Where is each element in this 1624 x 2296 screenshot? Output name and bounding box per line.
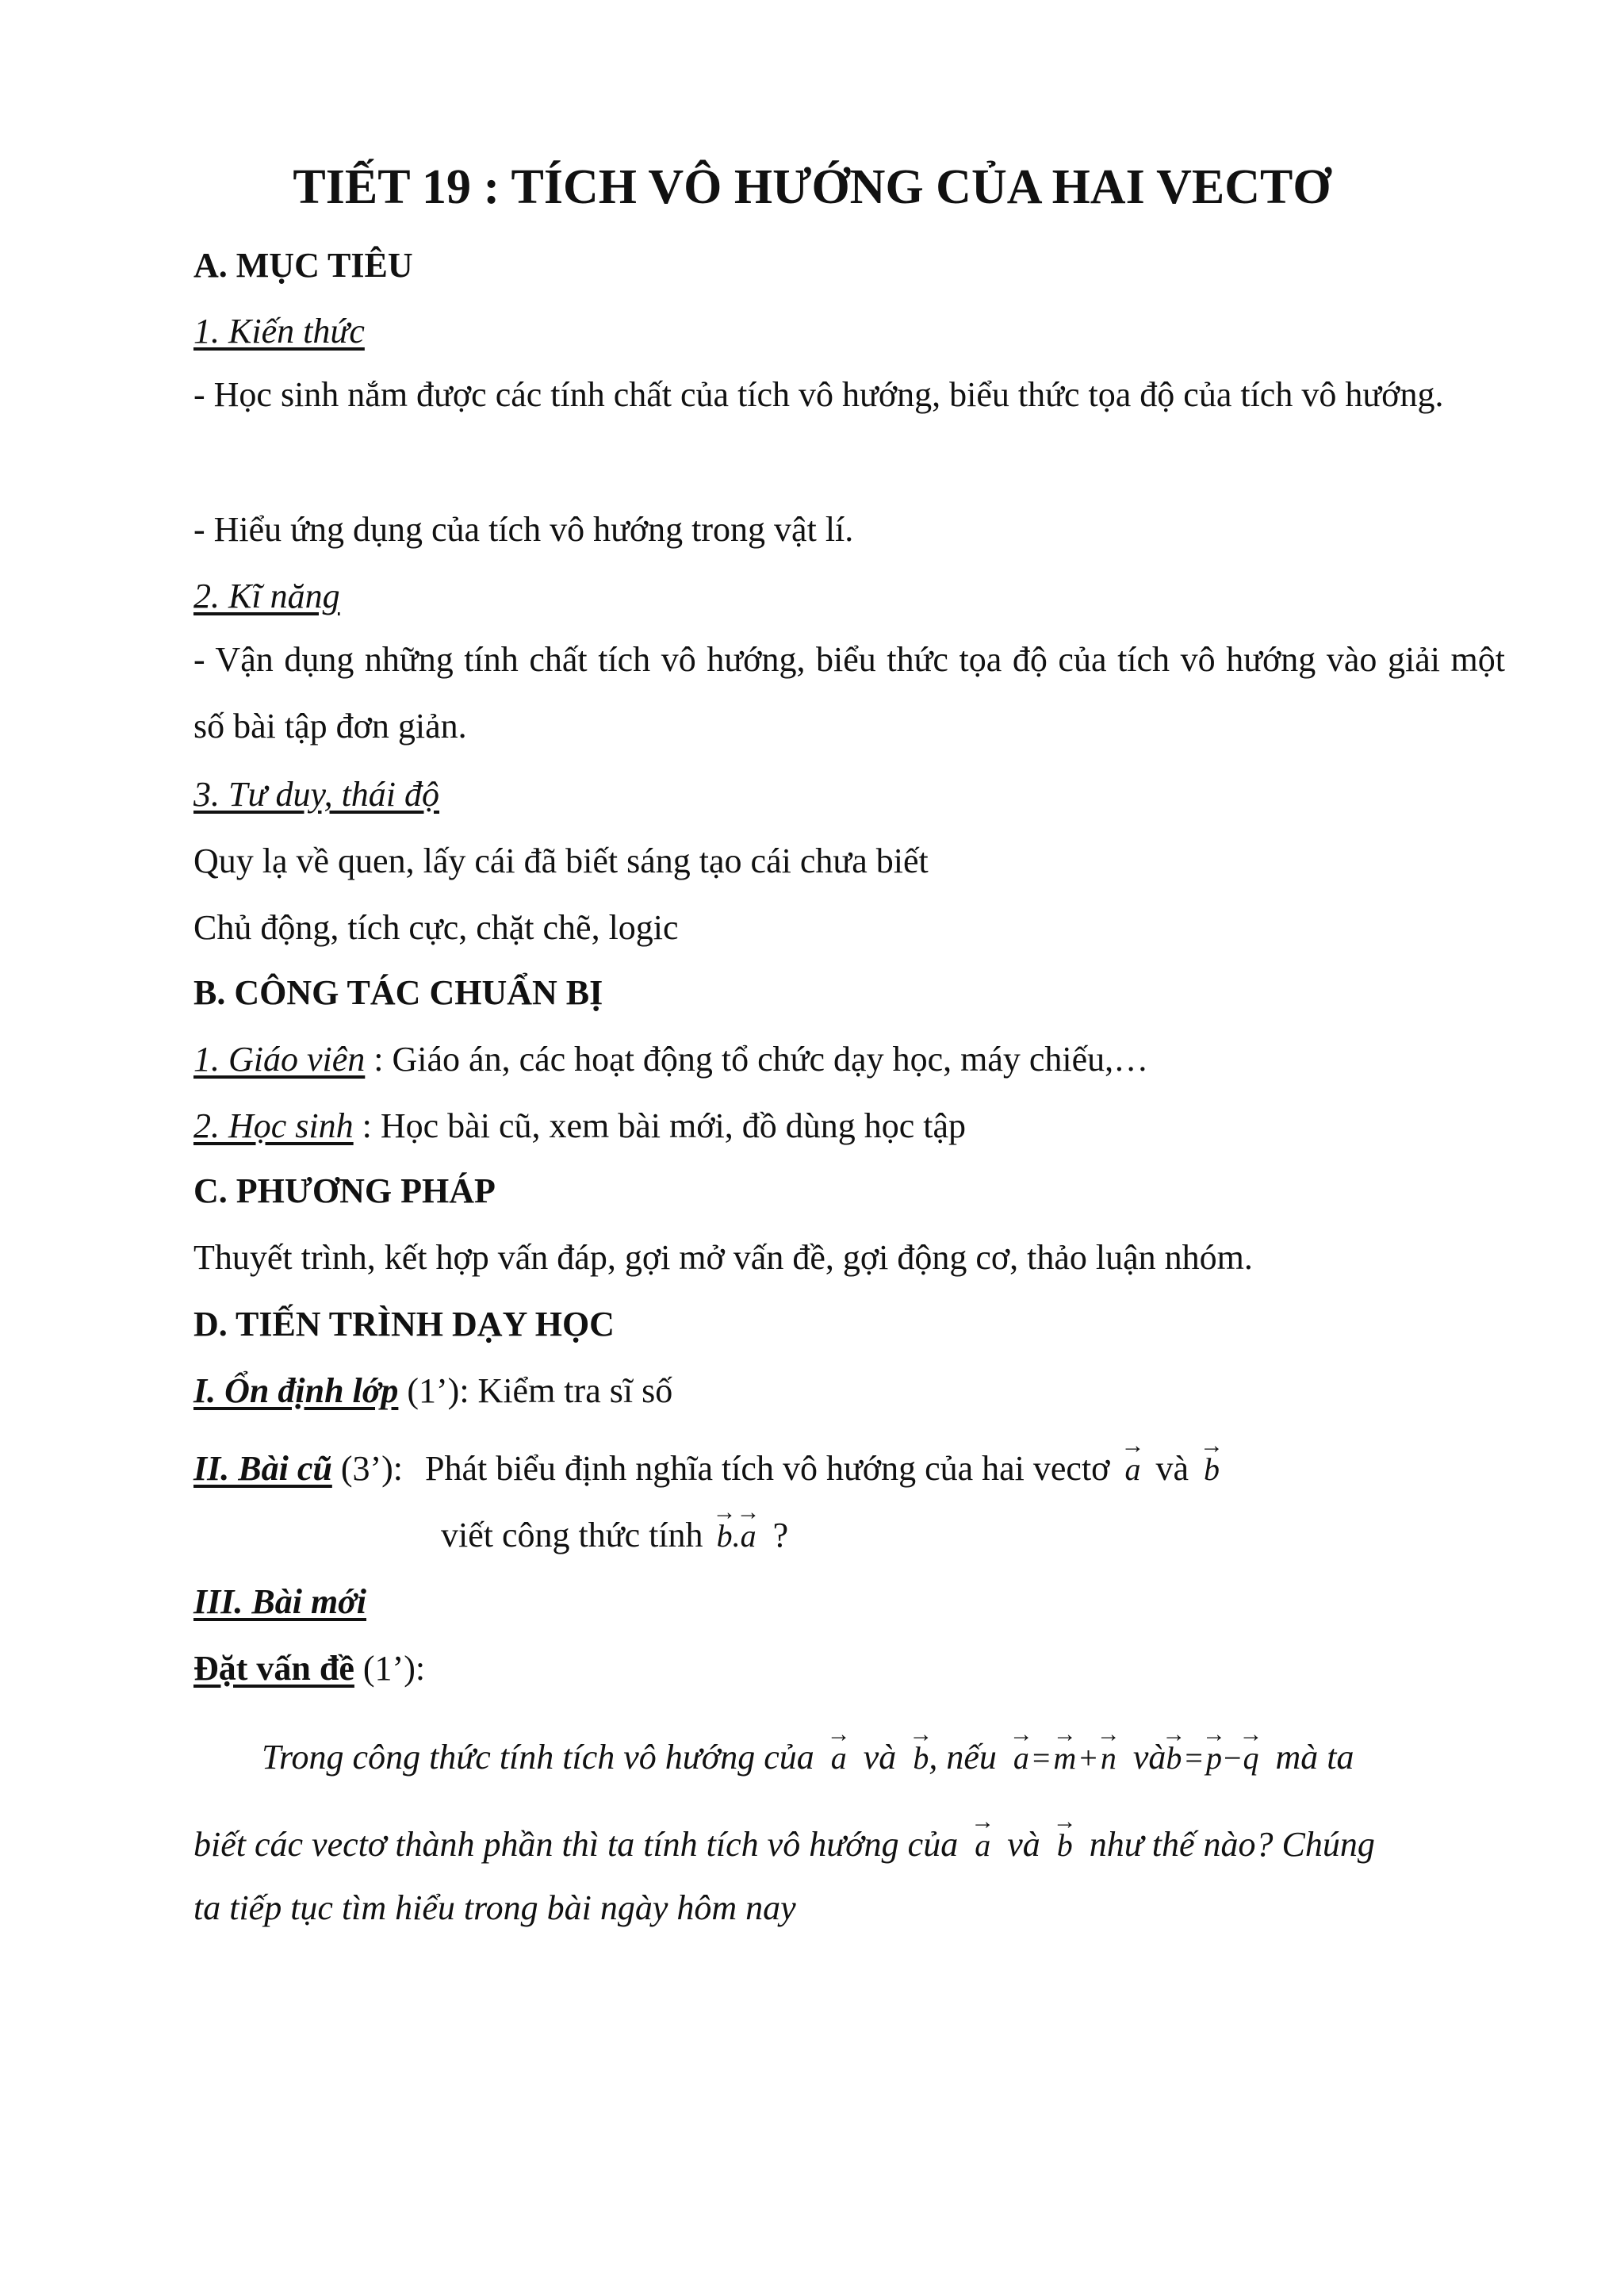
giao-vien-label: 1. Giáo viên [193, 1040, 366, 1079]
bai-cu-and: và [1155, 1449, 1189, 1488]
dot-symbol: . [732, 1518, 741, 1554]
vector-n: → n [1101, 1734, 1116, 1782]
giao-vien-text: : Giáo án, các hoạt động tổ chức dạy học, máy chiếu,… [365, 1040, 1149, 1079]
dat-van-de-line [193, 1645, 1505, 1692]
para1-text-if: , nếu [929, 1738, 997, 1777]
para2-text-a: biết các vectơ thành phần thì ta tính tích vô hướng của [193, 1825, 959, 1864]
vector-p: → p [1206, 1734, 1222, 1782]
para2-text-end: như thế nào? Chúng [1089, 1825, 1375, 1864]
giao-vien-line [193, 1036, 1505, 1083]
bai-cu-line-1 [193, 1445, 1505, 1493]
ki-nang-heading: 2. Kĩ năng [193, 577, 340, 615]
ki-nang-heading-line [193, 573, 1505, 620]
page-title: TIẾT 19 : TÍCH VÔ HƯỚNG CỦA HAI VECTƠ [293, 160, 1331, 214]
vector-a: → a [1013, 1734, 1029, 1782]
dat-van-de-para-line-2 [193, 1821, 1505, 1869]
hoc-sinh-text: : Học bài cũ, xem bài mới, đồ dùng học tập [353, 1106, 966, 1145]
vector-b: → b [1204, 1446, 1220, 1493]
on-dinh-lop-text: (1’): Kiểm tra sĩ số [398, 1371, 673, 1410]
plus-symbol: + [1079, 1740, 1097, 1776]
vector-q: → q [1243, 1734, 1259, 1782]
vector-b: → b [1057, 1822, 1073, 1869]
bai-cu-line-2-text: viết công thức tính [441, 1516, 703, 1554]
vector-b: → b [1166, 1734, 1182, 1782]
para2-text-and: và [1007, 1825, 1040, 1864]
bai-cu-time: (3’): [331, 1449, 404, 1488]
para1-text-end: mà ta [1275, 1738, 1354, 1777]
kien-thuc-line-1: - Học sinh nắm được các tính chất của tích vô hướng, biểu thức tọa độ của tích vô hướng. [193, 375, 1444, 414]
hoc-sinh-label: 2. Học sinh [193, 1106, 354, 1145]
equals-symbol: = [1185, 1740, 1203, 1776]
vector-m: → m [1053, 1734, 1076, 1782]
ki-nang-line-1: - Vận dụng những tính chất tích vô hướng, biểu thức tọa độ của tích vô hướng vào giải một số bài tập đơn giản. [193, 640, 1505, 746]
phuong-phap-text: Thuyết trình, kết hợp vấn đáp, gợi mở vấn đề, gợi động cơ, thảo luận nhóm. [193, 1238, 1253, 1277]
on-dinh-lop-line [193, 1367, 1505, 1415]
bai-cu-line-2 [441, 1512, 1505, 1560]
vector-b: → b [717, 1512, 733, 1560]
para1-text-a: Trong công thức tính tích vô hướng của [262, 1738, 814, 1777]
minus-symbol: − [1223, 1740, 1242, 1776]
kien-thuc-line-2: - Hiểu ứng dụng của tích vô hướng trong vật lí. [193, 510, 854, 549]
dat-van-de-label: Đặt vấn đề [193, 1649, 354, 1688]
dat-van-de-para-line-1 [262, 1734, 1505, 1782]
vector-a: → a [1124, 1446, 1140, 1493]
bai-cu-label: II. Bài cũ [193, 1449, 332, 1488]
equals-symbol: = [1032, 1740, 1051, 1776]
vector-b: → b [913, 1734, 929, 1782]
kien-thuc-heading-line [193, 308, 1505, 355]
bai-moi-label: III. Bài mới [193, 1582, 367, 1621]
vector-a: → a [741, 1512, 756, 1560]
section-d-heading: D. TIẾN TRÌNH DẠY HỌC [193, 1305, 615, 1343]
bai-cu-text: Phát biểu định nghĩa tích vô hướng của hai vectơ [425, 1449, 1110, 1488]
tu-duy-line-2: Chủ động, tích cực, chặt chẽ, logic [193, 908, 679, 947]
section-b-heading: B. CÔNG TÁC CHUẨN BỊ [193, 973, 603, 1012]
kien-thuc-heading: 1. Kiến thức [193, 312, 365, 351]
section-c-heading: C. PHƯƠNG PHÁP [193, 1171, 496, 1210]
tu-duy-heading-line [193, 771, 1505, 818]
question-mark: ? [772, 1516, 789, 1554]
tu-duy-heading: 3. Tư duy, thái độ [193, 775, 440, 814]
vector-a: → a [831, 1734, 847, 1782]
dat-van-de-para-line-3: ta tiếp tục tìm hiểu trong bài ngày hôm nay [193, 1888, 796, 1927]
vector-a: → a [975, 1822, 990, 1869]
section-a-heading: A. MỤC TIÊU [193, 246, 413, 285]
hoc-sinh-line [193, 1102, 1505, 1150]
on-dinh-lop-label: I. Ổn định lớp [193, 1371, 399, 1410]
para1-text-and-2: và [1132, 1738, 1166, 1777]
tu-duy-line-1: Quy lạ về quen, lấy cái đã biết sáng tạo cái chưa biết [193, 841, 929, 880]
bai-moi-line [193, 1578, 1505, 1626]
dat-van-de-time: (1’): [354, 1649, 426, 1688]
para1-text-and: và [863, 1738, 897, 1777]
